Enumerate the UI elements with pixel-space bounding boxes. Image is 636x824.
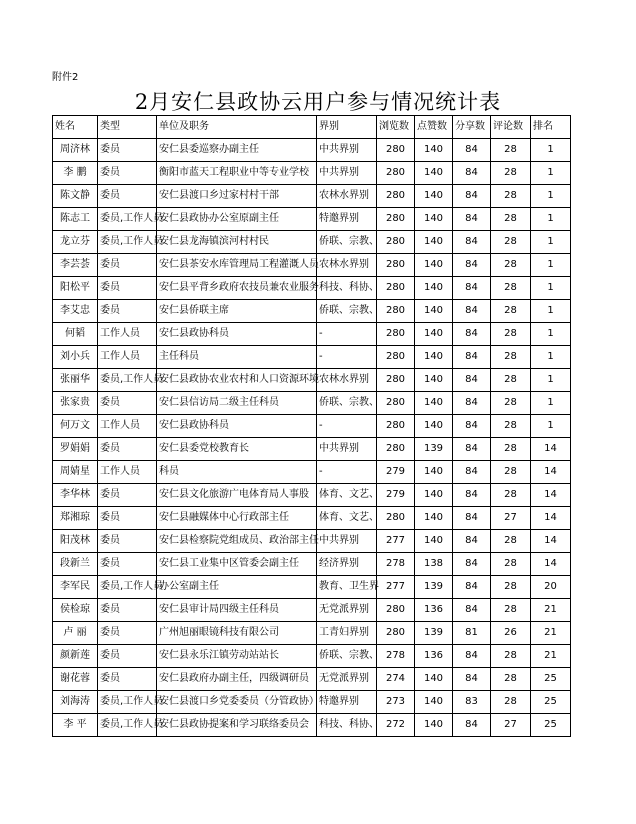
unit-cell: 安仁县政协科员 [157,415,317,438]
likes-cell: 140 [415,668,453,691]
name-cell: 周济林 [53,139,98,162]
name-cell: 颜新莲 [53,645,98,668]
likes-cell: 140 [415,346,453,369]
type-cell: 委员,工作人员 [98,576,157,599]
views-cell: 277 [377,530,415,553]
comments-cell: 28 [491,553,531,576]
unit-cell: 科员 [157,461,317,484]
name-cell: 李军民 [53,576,98,599]
name-cell: 李 鹏 [53,162,98,185]
shares-cell: 84 [453,208,491,231]
comments-cell: 28 [491,530,531,553]
likes-cell: 138 [415,553,453,576]
comments-cell: 28 [491,461,531,484]
unit-cell: 安仁县政协提案和学习联络委员会 [157,714,317,737]
rank-cell: 1 [531,346,571,369]
views-cell: 272 [377,714,415,737]
views-cell: 280 [377,277,415,300]
name-cell: 李 平 [53,714,98,737]
shares-cell: 84 [453,415,491,438]
unit-cell: 安仁县融媒体中心行政部主任 [157,507,317,530]
likes-cell: 140 [415,323,453,346]
comments-cell: 28 [491,323,531,346]
type-cell: 委员 [98,162,157,185]
likes-cell: 140 [415,162,453,185]
name-cell: 郑湘琼 [53,507,98,530]
rank-cell: 1 [531,254,571,277]
sector-cell: 侨联、宗教、 [317,231,377,254]
views-cell: 280 [377,369,415,392]
views-cell: 280 [377,254,415,277]
comments-cell: 26 [491,622,531,645]
views-cell: 280 [377,231,415,254]
name-cell: 卢 丽 [53,622,98,645]
views-cell: 280 [377,507,415,530]
likes-cell: 140 [415,185,453,208]
views-cell: 278 [377,553,415,576]
type-cell: 委员 [98,254,157,277]
type-cell: 委员 [98,277,157,300]
comments-cell: 28 [491,300,531,323]
rank-cell: 1 [531,162,571,185]
shares-cell: 84 [453,507,491,530]
likes-cell: 140 [415,208,453,231]
name-cell: 何韬 [53,323,98,346]
likes-cell: 140 [415,484,453,507]
table-row [53,553,571,576]
table-row [53,645,571,668]
shares-cell: 84 [453,530,491,553]
table-row [53,714,571,737]
name-cell: 何万文 [53,415,98,438]
name-cell: 阳茂林 [53,530,98,553]
likes-cell: 139 [415,622,453,645]
type-cell: 委员 [98,300,157,323]
header-views: 浏览数 [377,116,415,139]
shares-cell: 84 [453,277,491,300]
table-row [53,507,571,530]
sector-cell: - [317,346,377,369]
unit-cell: 安仁县委党校教育长 [157,438,317,461]
name-cell: 周婧星 [53,461,98,484]
type-cell: 委员 [98,622,157,645]
table-row [53,392,571,415]
type-cell: 委员 [98,599,157,622]
shares-cell: 81 [453,622,491,645]
shares-cell: 84 [453,645,491,668]
shares-cell: 84 [453,162,491,185]
table-row [53,576,571,599]
unit-cell: 安仁县平背乡政府农技员兼农业服务 [157,277,317,300]
comments-cell: 28 [491,438,531,461]
type-cell: 委员 [98,484,157,507]
sector-cell: 体育、文艺、 [317,484,377,507]
rank-cell: 1 [531,323,571,346]
type-cell: 委员 [98,507,157,530]
table-row [53,484,571,507]
header-type: 类型 [98,116,157,139]
sector-cell: 侨联、宗教、 [317,300,377,323]
shares-cell: 84 [453,576,491,599]
table-row [53,323,571,346]
rank-cell: 1 [531,392,571,415]
comments-cell: 28 [491,277,531,300]
type-cell: 委员,工作人员 [98,231,157,254]
likes-cell: 140 [415,461,453,484]
table-row [53,254,571,277]
comments-cell: 28 [491,484,531,507]
unit-cell: 安仁县茶安水库管理局工程灌溉人员 [157,254,317,277]
unit-cell: 安仁县检察院党组成员、政治部主任 [157,530,317,553]
shares-cell: 84 [453,369,491,392]
unit-cell: 安仁县政协科员 [157,323,317,346]
page-title: 2月安仁县政协云用户参与情况统计表 [134,90,502,114]
sector-cell: 中共界别 [317,162,377,185]
type-cell: 委员,工作人员 [98,369,157,392]
table-row [53,300,571,323]
name-cell: 陈志工 [53,208,98,231]
name-cell: 李芸荟 [53,254,98,277]
shares-cell: 84 [453,300,491,323]
header-unit-position: 单位及职务 [157,116,317,139]
rank-cell: 14 [531,461,571,484]
type-cell: 委员,工作人员 [98,208,157,231]
header-shares: 分享数 [453,116,491,139]
unit-cell: 安仁县信访局二级主任科员 [157,392,317,415]
comments-cell: 28 [491,576,531,599]
unit-cell: 主任科员 [157,346,317,369]
table-row [53,691,571,714]
sector-cell: 工青妇界别 [317,622,377,645]
sector-cell: 科技、科协、 [317,714,377,737]
name-cell: 侯检琼 [53,599,98,622]
sector-cell: 特邀界别 [317,208,377,231]
comments-cell: 28 [491,162,531,185]
rank-cell: 1 [531,208,571,231]
views-cell: 280 [377,438,415,461]
sector-cell: 农林水界别 [317,254,377,277]
type-cell: 委员,工作人员 [98,714,157,737]
views-cell: 278 [377,645,415,668]
table-row [53,208,571,231]
header-sector: 界别 [317,116,377,139]
rank-cell: 14 [531,484,571,507]
shares-cell: 84 [453,714,491,737]
shares-cell: 84 [453,139,491,162]
shares-cell: 84 [453,323,491,346]
type-cell: 工作人员 [98,323,157,346]
comments-cell: 28 [491,668,531,691]
likes-cell: 140 [415,530,453,553]
views-cell: 279 [377,461,415,484]
shares-cell: 83 [453,691,491,714]
rank-cell: 21 [531,645,571,668]
likes-cell: 140 [415,277,453,300]
table-row [53,139,571,162]
shares-cell: 84 [453,254,491,277]
table-row [53,162,571,185]
rank-cell: 1 [531,139,571,162]
type-cell: 工作人员 [98,461,157,484]
table-row [53,415,571,438]
sector-cell: - [317,461,377,484]
rank-cell: 1 [531,300,571,323]
type-cell: 委员 [98,392,157,415]
header-likes: 点赞数 [415,116,453,139]
sector-cell: 中共界别 [317,530,377,553]
comments-cell: 28 [491,691,531,714]
likes-cell: 140 [415,392,453,415]
rank-cell: 1 [531,415,571,438]
likes-cell: 140 [415,507,453,530]
views-cell: 280 [377,622,415,645]
comments-cell: 28 [491,254,531,277]
comments-cell: 28 [491,139,531,162]
stats-table [52,115,571,737]
name-cell: 阳松平 [53,277,98,300]
unit-cell: 安仁县龙海镇滨河村村民 [157,231,317,254]
rank-cell: 14 [531,507,571,530]
views-cell: 280 [377,139,415,162]
unit-cell: 安仁县渡口乡党委委员（分管政协） [157,691,317,714]
unit-cell: 安仁县侨联主席 [157,300,317,323]
sector-cell: 无党派界别 [317,668,377,691]
table-row [53,185,571,208]
comments-cell: 28 [491,185,531,208]
likes-cell: 140 [415,714,453,737]
shares-cell: 84 [453,231,491,254]
views-cell: 280 [377,300,415,323]
sector-cell: 特邀界别 [317,691,377,714]
views-cell: 280 [377,392,415,415]
unit-cell: 安仁县政协农业农村和人口资源环境 [157,369,317,392]
sector-cell: 中共界别 [317,438,377,461]
table-header-row [53,116,571,139]
views-cell: 277 [377,576,415,599]
rank-cell: 1 [531,277,571,300]
type-cell: 委员 [98,530,157,553]
rank-cell: 20 [531,576,571,599]
name-cell: 段新兰 [53,553,98,576]
shares-cell: 84 [453,185,491,208]
rank-cell: 14 [531,530,571,553]
table-row [53,622,571,645]
sector-cell: 体育、文艺、 [317,507,377,530]
table-row [53,438,571,461]
rank-cell: 1 [531,231,571,254]
comments-cell: 28 [491,346,531,369]
rank-cell: 1 [531,369,571,392]
type-cell: 委员 [98,185,157,208]
shares-cell: 84 [453,461,491,484]
comments-cell: 28 [491,392,531,415]
header-rank: 排名 [531,116,571,139]
likes-cell: 136 [415,645,453,668]
table-row [53,369,571,392]
likes-cell: 140 [415,300,453,323]
unit-cell: 安仁县工业集中区管委会副主任 [157,553,317,576]
shares-cell: 84 [453,553,491,576]
likes-cell: 136 [415,599,453,622]
rank-cell: 1 [531,185,571,208]
unit-cell: 衡阳市蓝天工程职业中等专业学校 [157,162,317,185]
comments-cell: 28 [491,645,531,668]
type-cell: 委员 [98,553,157,576]
shares-cell: 84 [453,392,491,415]
shares-cell: 84 [453,438,491,461]
name-cell: 罗娟娟 [53,438,98,461]
likes-cell: 140 [415,415,453,438]
type-cell: 工作人员 [98,415,157,438]
likes-cell: 140 [415,369,453,392]
likes-cell: 140 [415,139,453,162]
views-cell: 280 [377,162,415,185]
views-cell: 280 [377,346,415,369]
name-cell: 张丽华 [53,369,98,392]
type-cell: 委员 [98,139,157,162]
type-cell: 工作人员 [98,346,157,369]
likes-cell: 139 [415,438,453,461]
unit-cell: 安仁县委巡察办副主任 [157,139,317,162]
comments-cell: 28 [491,415,531,438]
rank-cell: 14 [531,553,571,576]
unit-cell: 广州旭丽眼镜科技有限公司 [157,622,317,645]
sector-cell: 中共界别 [317,139,377,162]
views-cell: 274 [377,668,415,691]
rank-cell: 14 [531,438,571,461]
sector-cell: 科技、科协、 [317,277,377,300]
shares-cell: 84 [453,484,491,507]
table-row [53,346,571,369]
sector-cell: 教育、卫生界 [317,576,377,599]
comments-cell: 28 [491,231,531,254]
type-cell: 委员,工作人员 [98,691,157,714]
sector-cell: 农林水界别 [317,185,377,208]
views-cell: 280 [377,323,415,346]
sector-cell: 侨联、宗教、 [317,645,377,668]
name-cell: 李艾忠 [53,300,98,323]
unit-cell: 安仁县审计局四级主任科员 [157,599,317,622]
unit-cell: 安仁县渡口乡过家村村干部 [157,185,317,208]
table-row [53,599,571,622]
shares-cell: 84 [453,668,491,691]
views-cell: 279 [377,484,415,507]
likes-cell: 139 [415,576,453,599]
sector-cell: 经济界别 [317,553,377,576]
sector-cell: 无党派界别 [317,599,377,622]
table-row [53,461,571,484]
sector-cell: 农林水界别 [317,369,377,392]
comments-cell: 28 [491,599,531,622]
unit-cell: 安仁县政府办副主任，四级调研员 [157,668,317,691]
type-cell: 委员 [98,668,157,691]
name-cell: 刘小兵 [53,346,98,369]
views-cell: 280 [377,415,415,438]
comments-cell: 27 [491,714,531,737]
sector-cell: 侨联、宗教、 [317,392,377,415]
likes-cell: 140 [415,691,453,714]
rank-cell: 25 [531,714,571,737]
likes-cell: 140 [415,254,453,277]
name-cell: 张家贵 [53,392,98,415]
table-row [53,668,571,691]
shares-cell: 84 [453,599,491,622]
views-cell: 280 [377,208,415,231]
rank-cell: 25 [531,668,571,691]
type-cell: 委员 [98,438,157,461]
unit-cell: 安仁县文化旅游广电体育局人事股 [157,484,317,507]
type-cell: 委员 [98,645,157,668]
comments-cell: 28 [491,369,531,392]
unit-cell: 安仁县永乐江镇劳动站站长 [157,645,317,668]
sector-cell: - [317,323,377,346]
attachment-label: 附件2 [52,72,79,83]
rank-cell: 21 [531,599,571,622]
table-row [53,530,571,553]
unit-cell: 办公室副主任 [157,576,317,599]
comments-cell: 28 [491,208,531,231]
shares-cell: 84 [453,346,491,369]
views-cell: 280 [377,185,415,208]
rank-cell: 25 [531,691,571,714]
name-cell: 陈文静 [53,185,98,208]
name-cell: 龙立芬 [53,231,98,254]
header-comments: 评论数 [491,116,531,139]
likes-cell: 140 [415,231,453,254]
table-row [53,231,571,254]
table-row [53,277,571,300]
comments-cell: 27 [491,507,531,530]
name-cell: 谢花蓉 [53,668,98,691]
name-cell: 刘海涛 [53,691,98,714]
views-cell: 273 [377,691,415,714]
header-name: 姓名 [53,116,98,139]
rank-cell: 21 [531,622,571,645]
unit-cell: 安仁县政协办公室原副主任 [157,208,317,231]
sector-cell: - [317,415,377,438]
name-cell: 李华林 [53,484,98,507]
views-cell: 280 [377,599,415,622]
